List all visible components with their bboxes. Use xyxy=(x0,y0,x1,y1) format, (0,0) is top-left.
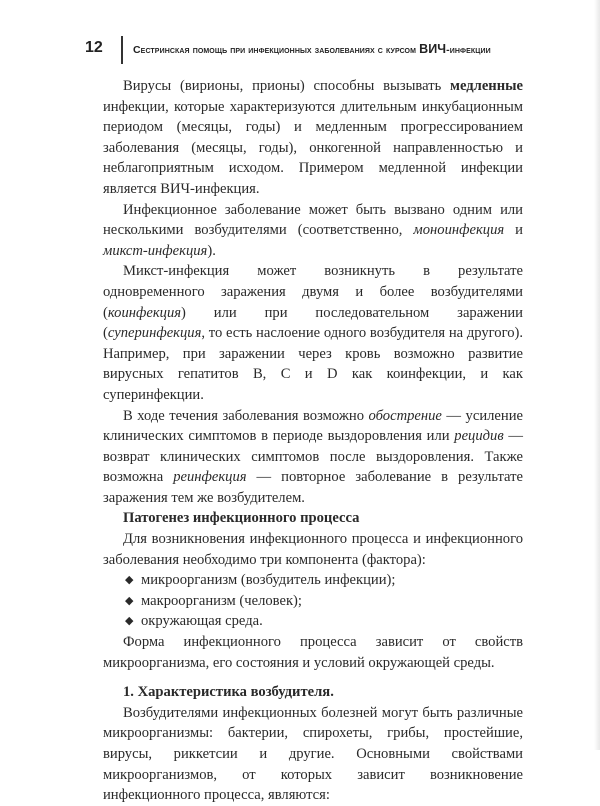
bold-term-slow: медленные xyxy=(450,78,523,94)
italic-term-superinfection: суперинфекция xyxy=(107,325,202,342)
paragraph-slow-infections xyxy=(103,76,523,200)
paragraph-mono-mixed xyxy=(103,200,523,262)
running-title xyxy=(133,42,491,56)
list-item xyxy=(103,570,523,591)
text-run: — возврат клинических симптомов после выздоровления. Также возможна xyxy=(103,428,523,486)
italic-term-exacerbation: обострение xyxy=(368,407,442,424)
paragraph-components-intro: Для возникновения инфекционного процесса и инфекционного заболевания необходимо три компонента (фактора): xyxy=(103,531,523,568)
italic-term-mixed-infection: микст-инфекция xyxy=(103,242,208,259)
text-run: ) или при последовательном заражении ( xyxy=(103,304,523,342)
text-run: — повторное заболевание в результате заражения тем же возбудителем. xyxy=(103,469,523,506)
text-run: Инфекционное заболевание может быть вызвано одним или несколькими возбудителями (соответственно, xyxy=(103,201,523,239)
header-divider xyxy=(121,36,123,64)
running-header xyxy=(85,36,530,66)
list-item-text: окружающая среда. xyxy=(141,613,263,630)
italic-term-coinfection: коинфекция xyxy=(107,304,182,321)
section-title-pathogenesis: Патогенез инфекционного процесса xyxy=(123,510,360,527)
diamond-bullet-icon: ◆ xyxy=(125,594,134,607)
list-item xyxy=(103,591,523,612)
paragraph-relapse xyxy=(103,406,523,509)
page-edge-shadow xyxy=(594,0,600,750)
text-run: ). xyxy=(207,242,216,259)
diamond-bullet-icon: ◆ xyxy=(125,615,134,628)
list-item xyxy=(103,611,523,632)
italic-term-relapse: рецидив xyxy=(454,428,504,445)
running-title-hiv: ВИЧ xyxy=(419,42,447,56)
italic-term-monoinfection: моноинфекция xyxy=(413,222,505,239)
text-run: , то есть наслоение одного возбудителя на другого). Например, при заражении через кровь возможно развитие вирусных гепатитов B, C и D как коинфекции, и как суперинфекции. xyxy=(103,325,523,403)
italic-term-reinfection: реинфекция xyxy=(173,469,247,486)
list-item-text: макроорганизм (человек); xyxy=(141,592,302,609)
page-body xyxy=(103,76,523,806)
components-list xyxy=(103,570,523,632)
text-run: — усиление клинических симптомов в периоде выздоровления или xyxy=(103,407,523,445)
text-run: и xyxy=(504,222,523,239)
page-number: 12 xyxy=(85,39,103,56)
paragraph-process-form: Форма инфекционного процесса зависит от свойств микроорганизма, его состояния и условий окружающей среды. xyxy=(103,634,523,671)
diamond-bullet-icon: ◆ xyxy=(125,574,134,587)
paragraph-pathogens: Возбудителями инфекционных болезней могут быть различные микроорганизмы: бактерии, спирохеты, грибы, простейшие, вирусы, риккетсии и другие. Основными свойствами микроорганизмов, от которых зависит возникновение инфекционного процесса, являются: xyxy=(103,704,523,804)
running-title-text: Сестринская помощь при инфекционных заболеваниях с курсом xyxy=(133,44,420,56)
paragraph-coinfection xyxy=(103,261,523,405)
text-run: инфекции, которые характеризуются длительным инкубационным периодом (месяцы, годы) и медленным прогрессированием заболевания (месяцы, годы), онкогенной направленностью и неблагоприятным исходом. Примером медленной инфекции является ВИЧ-инфекция. xyxy=(103,98,523,197)
text-run: В ходе течения заболевания возможно xyxy=(123,407,369,424)
text-run: Вирусы (вирионы, прионы) способны вызывать xyxy=(123,78,451,94)
running-title-end: -инфекции xyxy=(446,44,491,56)
list-item-text: микроорганизм (возбудитель инфекции); xyxy=(141,572,396,589)
text-run: Микст-инфекция может возникнуть в результате одновременного заражения двумя и более возбудителями ( xyxy=(103,263,523,321)
section-title-pathogen: 1. Характеристика возбудителя. xyxy=(123,684,334,701)
